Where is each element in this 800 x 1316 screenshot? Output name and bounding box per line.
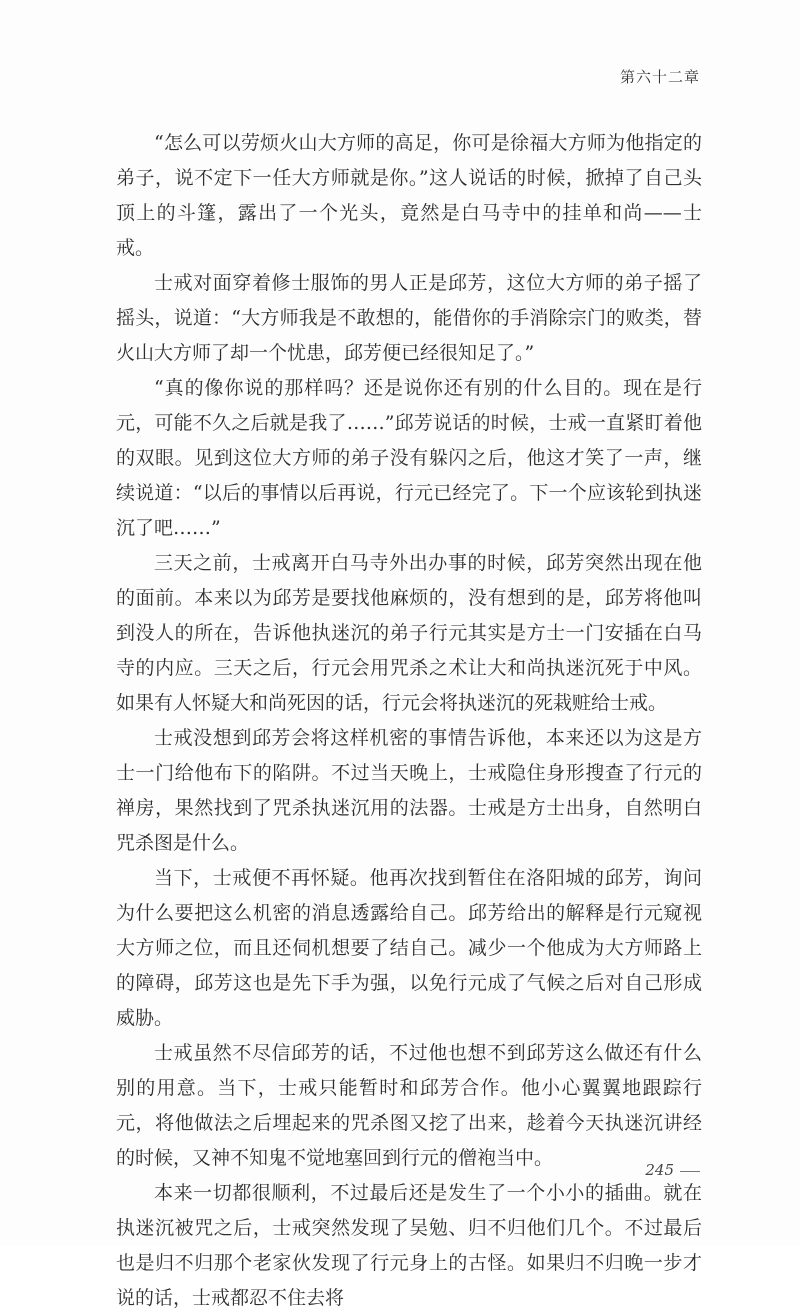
- paragraph: 士戒对面穿着修士服饰的男人正是邱芳，这位大方师的弟子摇了摇头，说道：“大方师我是不敢想的，能借你的手消除宗门的败类，替火山大方师了却一个忧患，邱芳便已经很知足了。”: [116, 272, 702, 364]
- paragraph: 当下，士戒便不再怀疑。他再次找到暂住在洛阳城的邱芳，询问为什么要把这么机密的消息透露给自己。邱芳给出的解释是行元窥视大方师之位，而且还伺机想要了结自己。减少一个他成为大方师路上的障碍，邱芳这也是先下手为强，以免行元成了气候之后对自己形成威胁。: [116, 867, 702, 1029]
- body-text: [116, 126, 702, 1316]
- paragraph: “怎么可以劳烦火山大方师的高足，你可是徐福大方师为他指定的弟子，说不定下一任大方师就是你。”这人说话的时候，掀掉了自己头顶上的斗篷，露出了一个光头，竟然是白马寺中的挂单和尚——士戒。: [116, 132, 702, 259]
- paragraph: 士戒虽然不尽信邱芳的话，不过他也想不到邱芳这么做还有什么别的用意。当下，士戒只能暂时和邱芳合作。他小心翼翼地跟踪行元，将他做法之后埋起来的咒杀图又挖了出来，趁着今天执迷沉讲经的时候，又神不知鬼不觉地塞回到行元的僧袍当中。: [116, 1042, 702, 1169]
- page-number: 245: [645, 1161, 674, 1179]
- paragraph: “真的像你说的那样吗？还是说你还有别的什么目的。现在是行元，可能不久之后就是我了……”邱芳说话的时候，士戒一直紧盯着他的双眼。见到这位大方师的弟子没有躲闪之后，他这才笑了一声，继续说道：“以后的事情以后再说，行元已经完了。下一个应该轮到执迷沉了吧……”: [116, 377, 702, 539]
- paragraph: 士戒没想到邱芳会将这样机密的事情告诉他，本来还以为这是方士一门给他布下的陷阱。不过当天晚上，士戒隐住身形搜查了行元的禅房，果然找到了咒杀执迷沉用的法器。士戒是方士出身，自然明白咒杀图是什么。: [116, 727, 702, 854]
- paragraph: 本来一切都很顺利，不过最后还是发生了一个小小的插曲。就在执迷沉被咒之后，士戒突然发现了吴勉、归不归他们几个。不过最后也是归不归那个老家伙发现了行元身上的古怪。如果归不归晚一步才说的话，士戒都忍不住去将: [116, 1182, 702, 1309]
- chapter-running-head: 第六十二章: [619, 68, 700, 86]
- page-footer: [645, 1161, 700, 1179]
- paragraph: 三天之前，士戒离开白马寺外出办事的时候，邱芳突然出现在他的面前。本来以为邱芳是要找他麻烦的，没有想到的是，邱芳将他叫到没人的所在，告诉他执迷沉的弟子行元其实是方士一门安插在白马寺的内应。三天之后，行元会用咒杀之术让大和尚执迷沉死于中风。如果有人怀疑大和尚死因的话，行元会将执迷沉的死栽赃给士戒。: [116, 552, 702, 714]
- folio-dash: [680, 1171, 700, 1172]
